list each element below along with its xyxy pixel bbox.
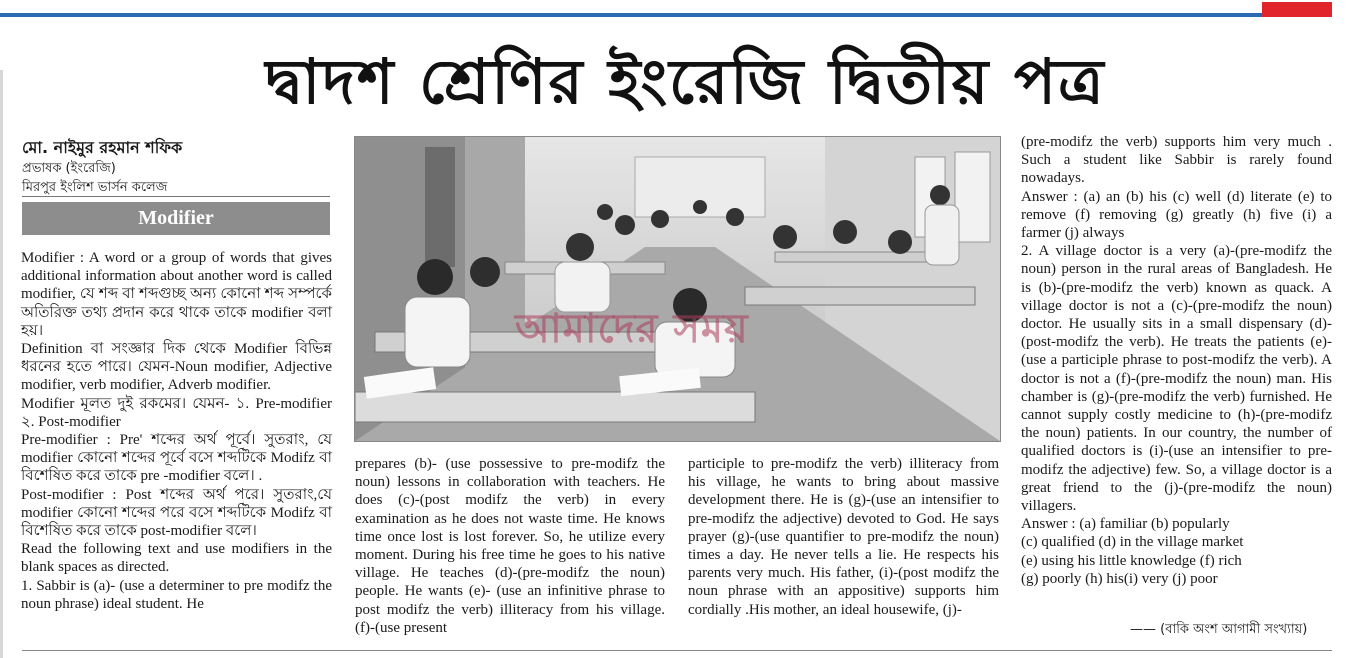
paragraph: 1. Sabbir is (a)- (use a determiner to pre modifz the noun phrase) ideal student. He (21, 577, 332, 612)
answer-paragraph: Answer : (a) an (b) his (c) well (d) literate (e) to remove (f) removing (g) greatly (h) five (i) a farmer (j) always (1021, 188, 1332, 242)
exam-hall-illustration (355, 137, 1000, 441)
answer-line: (g) poorly (h) his(i) very (j) poor (1021, 570, 1218, 587)
page-headline: দ্বাদশ শ্রেণির ইংরেজি দ্বিতীয় পত্র (265, 45, 1106, 118)
paragraph: Modifier মূলত দুই রকমের। যেমন- ১. Pre-modifier ২. Post-modifier (21, 395, 332, 430)
paragraph: Read the following text and use modifiers in the blank spaces as directed. (21, 541, 332, 576)
paragraph: Definition বা সংজ্ঞার দিক থেকে Modifier বিভিন্ন ধরনের হতে পারে। যেমন-Noun modifier, Adjective modifier, verb modifier, Adverb modifier. (21, 341, 332, 394)
answer-line: Answer : (a) familiar (b) popularly (1021, 516, 1230, 533)
author-name: মো. নাইমুর রহমান শফিক (22, 138, 183, 157)
page-edge-shadow (0, 70, 3, 658)
paragraph: prepares (b)- (use possessive to pre-modifz the noun) lessons in collaboration with teachers. He does (c)-(post modifz the verb) in every examination as he does not waste time. He knows time once lost is lost forever. So, he utilize every moment. During his free time he goes to his native village. He teaches (d)-(pre-modifz the noun) people. He wants (e)- (use an infinitive phrase to post modifz the verb) illiteracy from his village. (f)-(use present (355, 456, 665, 636)
author-block (22, 137, 332, 197)
paragraph: participle to pre-modifz the verb) illiteracy from his village, he wants to bring about massive development there. He is (g)-(use an intensifier to pre-modifz the adjective) devoted to God. He says prayer (g)-(use quantifier to pre-modifz the noun) times a day. He never tells a lie. He respects his parents very much. His father, (i)-(post modifz the noun phrase with an appositive) supports him cordially .His mother, an ideal housewife, (j)- (688, 456, 999, 618)
bottom-rule (22, 650, 1332, 651)
top-rule-blue (0, 13, 1262, 17)
paragraph: Modifier : A word or a group of words that gives additional information about another word is called modifier, যে শব্দ বা শব্দগুচ্ছ অন্য কোনো শব্দ সম্পর্কে অতিরিক্ত তথ্য প্রদান করে থাকে তাকে modifier বলা হয়। (21, 250, 332, 339)
paragraph: Post-modifier : Post শব্দের অর্থ পরে। সুতরাং,যে modifier কোনো শব্দের পরে বসে শব্দটিকে Modifz বা বিশেষিত করে তাকে post-modifier বলে। (21, 486, 332, 540)
answer-line: (c) qualified (d) in the village market (1021, 534, 1244, 551)
answer-line: (e) using his little knowledge (f) rich (1021, 552, 1242, 569)
author-role: প্রভাষক (ইংরেজি) (22, 161, 116, 176)
top-accent-red (1262, 2, 1332, 17)
article-column-3 (688, 455, 999, 619)
article-column-2 (355, 455, 665, 637)
paragraph: 2. A village doctor is a very (a)-(pre-modifz the noun) person in the rural areas of Bangladesh. He is (b)-(pre-modifz the verb) known as quack. A village doctor is not a (c)-(pre-modifz the noun) doctor. He usually sits in a small dispensary (d)-(post-modifz the verb). He treats the patients (e)-(use a participle phrase to post-modifz the verb). A doctor is not a (f)-(pre-modifz the noun) man. His chamber is (g)-(pre-modifz the verb) furnished. He cannot supply costly medicine to (h)-(pre-modifz the noun) patients. In our country, the number of qualified doctors is (i)-(use an intensifier to pre-modifz the adjective) few. So, a village doctor is a great friend to the (j)-(pre-modifz the noun) villagers. (1021, 243, 1332, 515)
paragraph: Pre-modifier : Pre' শব্দের অর্থ পূর্বে। সুতরাং, যে modifier কোনো শব্দের পূর্বে বসে শব্দটিকে Modifz বা বিশেষিত করে তাকে pre -modifier বলে। . (21, 432, 332, 485)
article-column-4 (1021, 133, 1332, 588)
exam-hall-photo (354, 136, 1001, 442)
continued-note: —— (বাকি অংশ আগামী সংখ্যায়) (1130, 622, 1308, 637)
paragraph: (pre-modifz the verb) supports him very much . Such a student like Sabbir is rarely found nowadays. (1021, 134, 1332, 187)
photo-watermark: আমাদের সময় (515, 306, 749, 352)
article-column-1 (21, 249, 332, 613)
section-title: Modifier (22, 202, 330, 235)
author-divider (22, 196, 330, 197)
author-college: মিরপুর ইংলিশ ভার্সন কলেজ (22, 180, 168, 195)
